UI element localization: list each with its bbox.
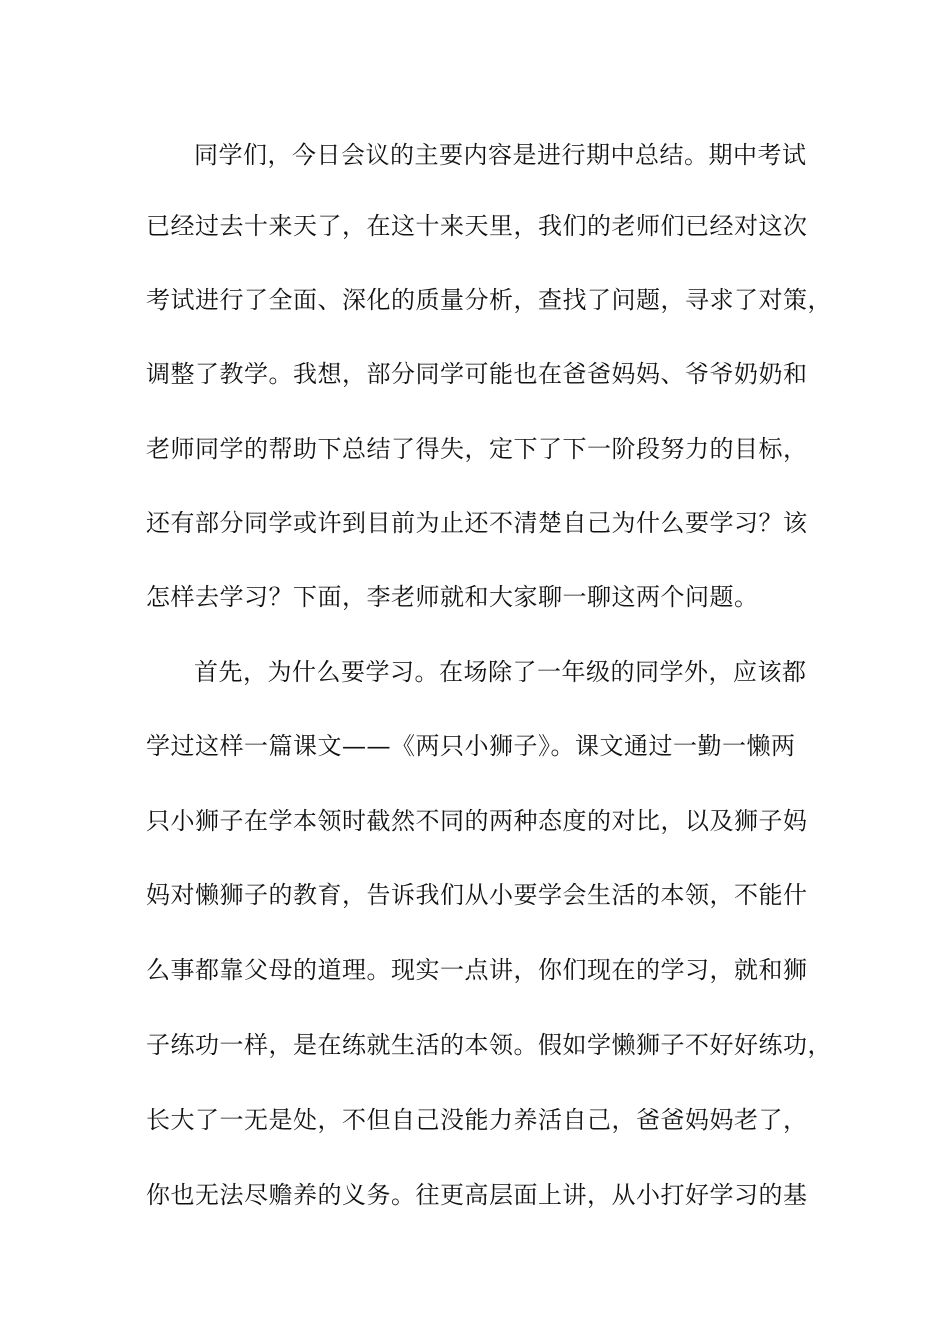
paragraph-1-line-7: 怎样去学习？下面，李老师就和大家聊一聊这两个问题。 [146,583,759,611]
paragraph-2-line-4: 妈对懒狮子的教育，告诉我们从小要学会生活的本领，不能什 [146,881,808,909]
paragraph-2-line-3: 只小狮子在学本领时截然不同的两种态度的对比，以及狮子妈 [146,807,808,835]
paragraph-2-line-1: 首先，为什么要学习。在场除了一年级的同学外，应该都 [194,658,807,686]
paragraph-1-line-1: 同学们，今日会议的主要内容是进行期中总结。期中考试 [194,141,807,169]
paragraph-1-line-2: 已经过去十来天了，在这十来天里，我们的老师们已经对这次 [146,212,808,240]
paragraph-1-line-3: 考试进行了全面、深化的质量分析，查找了问题，寻求了对策， [146,286,832,314]
paragraph-2-line-8: 你也无法尽赡养的义务。往更高层面上讲，从小打好学习的基 [146,1181,808,1209]
paragraph-2-line-6: 子练功一样，是在练就生活的本领。假如学懒狮子不好好练功， [146,1031,832,1059]
paragraph-1-line-6: 还有部分同学或许到目前为止还不清楚自己为什么要学习？该 [146,509,808,537]
paragraph-2-line-2: 学过这样一篇课文——《两只小狮子》。课文通过一勤一懒两 [146,732,796,760]
paragraph-1-line-4: 调整了教学。我想，部分同学可能也在爸爸妈妈、爷爷奶奶和 [146,360,808,388]
paragraph-1-line-5: 老师同学的帮助下总结了得失，定下了下一阶段努力的目标， [146,435,808,463]
paragraph-2-line-7: 长大了一无是处，不但自己没能力养活自己，爸爸妈妈老了， [146,1106,808,1134]
paragraph-2-line-5: 么事都靠父母的道理。现实一点讲，你们现在的学习，就和狮 [146,956,808,984]
